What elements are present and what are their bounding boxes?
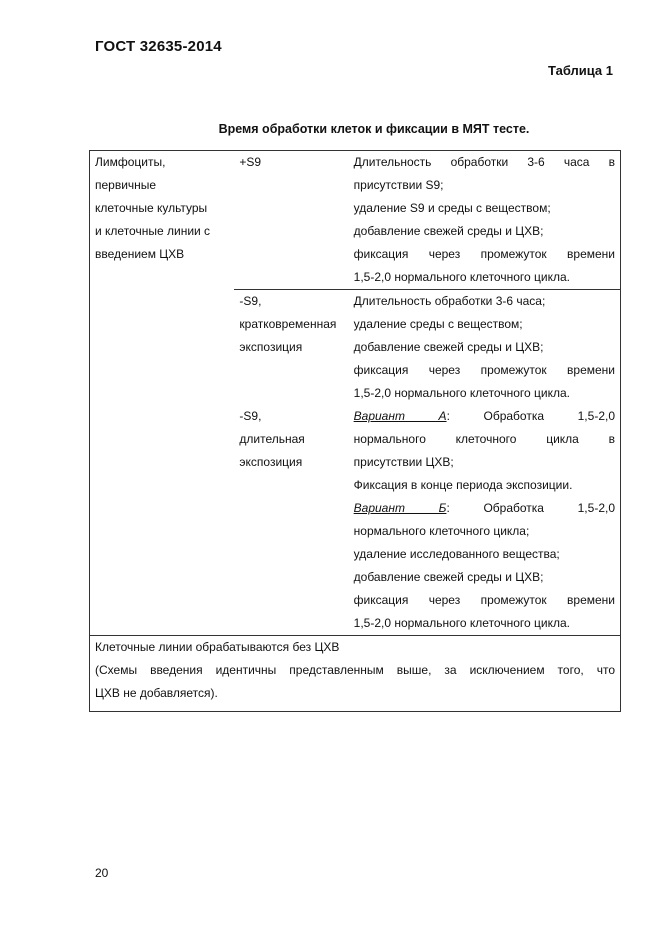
cell-type-cell	[90, 151, 235, 636]
detail-line: удаление среды с веществом;	[353, 317, 523, 331]
detail-cell	[349, 151, 621, 290]
variant-b-label: Вариант Б	[353, 501, 447, 515]
detail-line: присутствии ЦХВ;	[353, 455, 454, 469]
detail-line: 1,5-2,0 нормального клеточного цикла.	[353, 616, 570, 630]
detail-line: нормального клеточного цикла в	[353, 432, 615, 446]
condition-cell	[234, 290, 348, 406]
no-cb-title: Клеточные линии обрабатываются без ЦХВ	[95, 640, 340, 654]
detail-line: 1,5-2,0 нормального клеточного цикла.	[353, 270, 570, 284]
condition-line: +S9	[239, 155, 262, 169]
page-number: 20	[95, 866, 109, 880]
variant-b-text: : Обработка 1,5-2,0	[446, 501, 615, 515]
variant-a-line	[354, 405, 615, 428]
condition-line: -S9,	[239, 409, 262, 423]
detail-line: нормального клеточного цикла;	[353, 524, 530, 538]
condition-cell	[234, 151, 348, 290]
table-caption: Время обработки клеток и фиксации в МЯТ тесте.	[218, 122, 530, 136]
detail-line: удаление исследованного вещества;	[353, 547, 560, 561]
cell-type-line: и клеточные линии с	[95, 224, 211, 238]
no-cb-note-line: (Схемы введения идентичны представленным выше, за исключением того, что	[95, 663, 615, 677]
condition-line: экспозиция	[239, 340, 303, 354]
table-row	[90, 151, 621, 290]
detail-line: удаление S9 и среды с веществом;	[353, 201, 551, 215]
document-code: ГОСТ 32635-2014	[95, 38, 222, 55]
bottom-padding	[95, 705, 615, 711]
treatment-table	[89, 150, 621, 712]
condition-line: -S9,	[239, 294, 262, 308]
detail-line: фиксация через промежуток времени	[353, 247, 615, 261]
detail-line: Длительность обработки 3-6 часа в	[353, 155, 615, 169]
no-cb-note-line: ЦХВ не добавляется).	[95, 686, 218, 700]
detail-line: добавление свежей среды и ЦХВ;	[353, 224, 544, 238]
detail-line: фиксация через промежуток времени	[353, 363, 615, 377]
condition-cell	[234, 405, 348, 636]
detail-line: фиксация через промежуток времени	[353, 593, 615, 607]
table-number: Таблица 1	[547, 63, 613, 78]
condition-line: экспозиция	[239, 455, 303, 469]
table-row	[90, 636, 621, 712]
cell-type-line: клеточные культуры	[95, 201, 208, 215]
cell-type-line: Лимфоциты,	[95, 155, 166, 169]
detail-line: добавление свежей среды и ЦХВ;	[353, 340, 544, 354]
no-cb-cell	[90, 636, 621, 712]
detail-line: присутствии S9;	[353, 178, 444, 192]
variant-b-line	[354, 497, 615, 520]
detail-line: Длительность обработки 3-6 часа;	[353, 294, 546, 308]
variant-a-text: : Обработка 1,5-2,0	[446, 409, 615, 423]
detail-cell	[349, 405, 621, 636]
condition-line: длительная	[239, 432, 305, 446]
detail-line: 1,5-2,0 нормального клеточного цикла.	[353, 386, 570, 400]
condition-line: кратковременная	[239, 317, 337, 331]
cell-type-line: первичные	[95, 178, 157, 192]
detail-line: добавление свежей среды и ЦХВ;	[353, 570, 544, 584]
detail-cell	[349, 290, 621, 406]
cell-type-line: введением ЦХВ	[95, 247, 185, 261]
variant-a-label: Вариант А	[353, 409, 447, 423]
detail-line: Фиксация в конце периода экспозиции.	[353, 478, 573, 492]
